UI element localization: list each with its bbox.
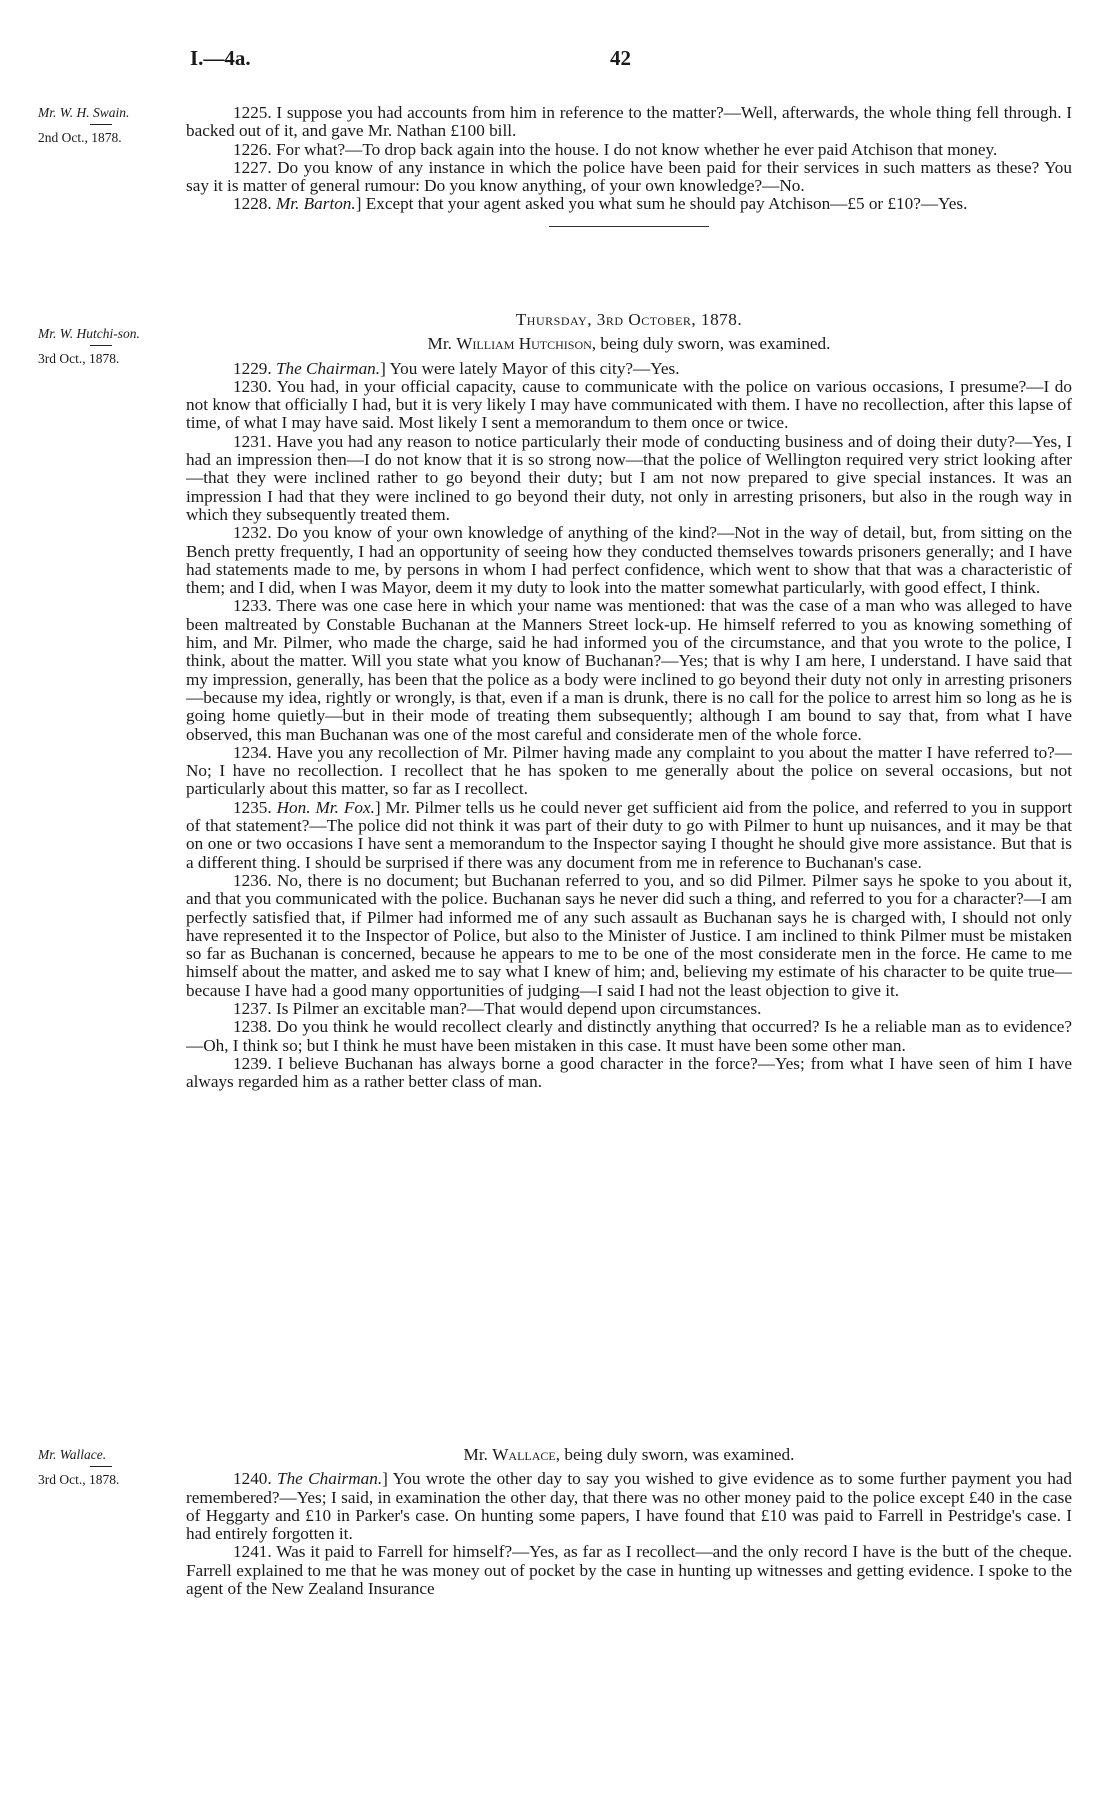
question-1230: 1230. You had, in your official capacity, cause to communicate with the police on various occasions, I presume?—I do not know that officially I had, but it is very likely I may have communicated with them. I have no recollection, after this lapse of time, of what I may have said. Most likely I sent a memorandum to them once or twice. xyxy=(186,376,1072,433)
question-1236: 1236. No, there is no document; but Buchanan referred to you, and so did Pilmer. Pilmer says he spoke to you about it, and that you communicated with the police. Buchanan says he never did such a thing, and referred to you for a character?—I am perfectly satisfied that, if Pilmer had informed me of any such assault as Buchanan says he is charged with, I should not only have represented it to the Inspector of Police, but also to the Minister of Justice. I am inclined to think Pilmer must be mistaken so far as Buchanan is concerned, because he appears to me to be one of the most considerate men in the force. He came to me himself about the matter, and asked me to say what I knew of him; and, believing my estimate of his character to be quite true—because I have had a good many opportunities of judging—I said I had not the least objection to give it. xyxy=(186,870,1072,1000)
speaker: The Chairman. xyxy=(277,1469,383,1489)
question-text: ] Mr. Pilmer tells us he could never get sufficient aid from the police, and referred to you in support of that statement?—The police did not think it was part of their duty to go with Pilmer to hunt up nuisances, and it may be that on one or two occasions I have sent a memorandum to the Inspector saying I thought he should give more assistance. But that is a different thing. I should be surprised if there was any document from me in reference to Buchanan's case. xyxy=(186,797,1073,872)
section-wallace xyxy=(186,1446,1072,1598)
witness-sworn-line xyxy=(186,335,1072,353)
hearing-date: 3rd Oct., 1878. xyxy=(38,351,120,366)
sworn-suffix: , being duly sworn, was examined. xyxy=(555,1445,795,1464)
question-number: 1235. xyxy=(233,797,272,817)
question-text: ] You were lately Mayor of this city?—Yes. xyxy=(380,358,680,378)
question-1237: 1237. Is Pilmer an excitable man?—That would depend upon circumstances. xyxy=(233,998,762,1018)
margin-rule xyxy=(90,1466,112,1467)
margin-rule xyxy=(90,124,112,125)
sworn-prefix: Mr. xyxy=(427,334,457,354)
section-divider xyxy=(549,226,709,227)
question-1231: 1231. Have you had any reason to notice particularly their mode of conducting business and of doing their duty?—Yes, I had an impression then—I do not know that it is so strong now—that the police of Wellington required very strict looking after—that they were inclined rather to go beyond their duty; but I am not now prepared to give special instances. It was an impression I had that they were inclined to go beyond their duty, not only in arresting prisoners, but also in the rough way in which they subsequently treated them. xyxy=(186,431,1072,524)
hearing-date: 3rd Oct., 1878. xyxy=(38,1472,120,1487)
question-1232: 1232. Do you know of your own knowledge of anything of the kind?—Not in the way of detail, but, from sitting on the Bench pretty frequently, I had an opportunity of seeing how they conducted themselves towards prisoners generally; and I have had statements made to me, by persons in whom I had perfect confidence, which went to show that that was a characteristic of them; and I did, when I was Mayor, deem it my duty to look into the matter somewhat particularly, with good effect, I think. xyxy=(186,523,1072,598)
question-1239: 1239. I believe Buchanan has always borne a good character in the force?—Yes; from what I have seen of him I have always regarded him as a rather better class of man. xyxy=(186,1053,1072,1092)
page-number: 42 xyxy=(610,46,631,70)
margin-note-wallace xyxy=(38,1446,173,1488)
question-number: 1229. xyxy=(233,358,272,378)
parliamentary-paper-ref: I.—4a. xyxy=(190,46,251,70)
sworn-prefix: Mr. xyxy=(463,1445,493,1464)
section-swain xyxy=(186,104,1072,245)
question-1235 xyxy=(186,799,1072,872)
question-1228 xyxy=(186,195,1072,213)
question-1225: 1225. I suppose you had accounts from him in reference to the matter?—Well, afterwards, the whole thing fell through. I backed out of it, and gave Mr. Nathan £100 bill. xyxy=(186,103,1072,141)
witness-sworn-line xyxy=(186,1446,1072,1464)
sitting-date: Thursday, 3rd October, 1878. xyxy=(515,310,743,329)
question-1238: 1238. Do you think he would recollect clearly and distinctly anything that occurred? Is he a reliable man as to evidence?—Oh, I think so; but I think he must have been mistaken in this case. It must have been some other man. xyxy=(186,1017,1072,1055)
question-number: 1228. xyxy=(233,194,272,214)
question-1240 xyxy=(186,1470,1072,1543)
question-1234: 1234. Have you any recollection of Mr. Pilmer having made any complaint to you about the matter I have referred to?—No; I have no recollection. I recollect that he has spoken to me generally about the police on several occasions, but not particularly about this matter, so far as I recollect. xyxy=(186,742,1072,799)
hearing-date: 2nd Oct., 1878. xyxy=(38,130,122,145)
margin-rule xyxy=(90,345,112,346)
sworn-suffix: , being duly sworn, was examined. xyxy=(591,334,831,354)
speaker: Hon. Mr. Fox. xyxy=(276,797,375,817)
margin-note-swain xyxy=(38,104,173,146)
margin-note-hutchison xyxy=(38,325,173,367)
question-text: ] You wrote the other day to say you wished to give evidence as to some further payment you had remembered?—Yes; I said, in examination the other day, that there was no other money paid to the police except £40 in the case of Heggarty and £10 in Parker's case. On hunting some papers, I have found that £10 was paid to Farrell in Pestridge's case. I had entirely forgotten it. xyxy=(186,1469,1073,1544)
question-1241: 1241. Was it paid to Farrell for himself?—Yes, as far as I recollect—and the only record I have is the butt of the cheque. Farrell explained to me that he was money out of pocket by the case in hunting up witnesses and getting evidence. I spoke to the agent of the New Zealand Insurance xyxy=(186,1542,1072,1599)
speaker: Mr. Barton. xyxy=(275,194,356,214)
question-text: ] Except that your agent asked you what sum he should pay Atchison—£5 or £10?—Yes. xyxy=(355,194,968,214)
witness-name: Mr. W. Hutchi-son. xyxy=(38,326,140,341)
section-hutchison xyxy=(186,311,1072,1091)
question-number: 1240. xyxy=(233,1469,272,1489)
question-1226: 1226. For what?—To drop back again into the house. I do not know whether he ever paid Atchison that money. xyxy=(233,139,998,159)
question-1233: 1233. There was one case here in which your name was mentioned: that was the case of a man who was alleged to have been maltreated by Constable Buchanan at the Manners Street lock-up. He himself referred to you as knowing something of him, and Mr. Pilmer, who made the charge, said he had informed you of the circumstance, and that you wrote to the police, I think, about the matter. Will you state what you know of Buchanan?—Yes; that is why I am here, I understand. I have said that my impression, generally, has been that the police as a body were inclined to go beyond their duty not only in arresting prisoners—because my idea, rightly or wrongly, is that, even if a man is drunk, there is no call for the police to arrest him so long as he is going home quietly—but in their mode of treating them subsequently; although I am bound to say that, from what I have observed, this man Buchanan was one of the most careful and considerate men of the whole force. xyxy=(186,596,1072,744)
witness-name: Mr. W. H. Swain. xyxy=(38,105,130,120)
question-1227: 1227. Do you know of any instance in which the police have been paid for their services in such matters as these? You say it is matter of general rumour: Do you know anything, of your own knowledge?—No. xyxy=(186,157,1072,196)
speaker: The Chairman. xyxy=(275,358,381,378)
witness-full-name: William Hutchison xyxy=(456,334,592,354)
witness-full-name: Wallace xyxy=(492,1445,556,1464)
witness-name: Mr. Wallace. xyxy=(38,1447,107,1462)
question-1229 xyxy=(186,360,1072,378)
